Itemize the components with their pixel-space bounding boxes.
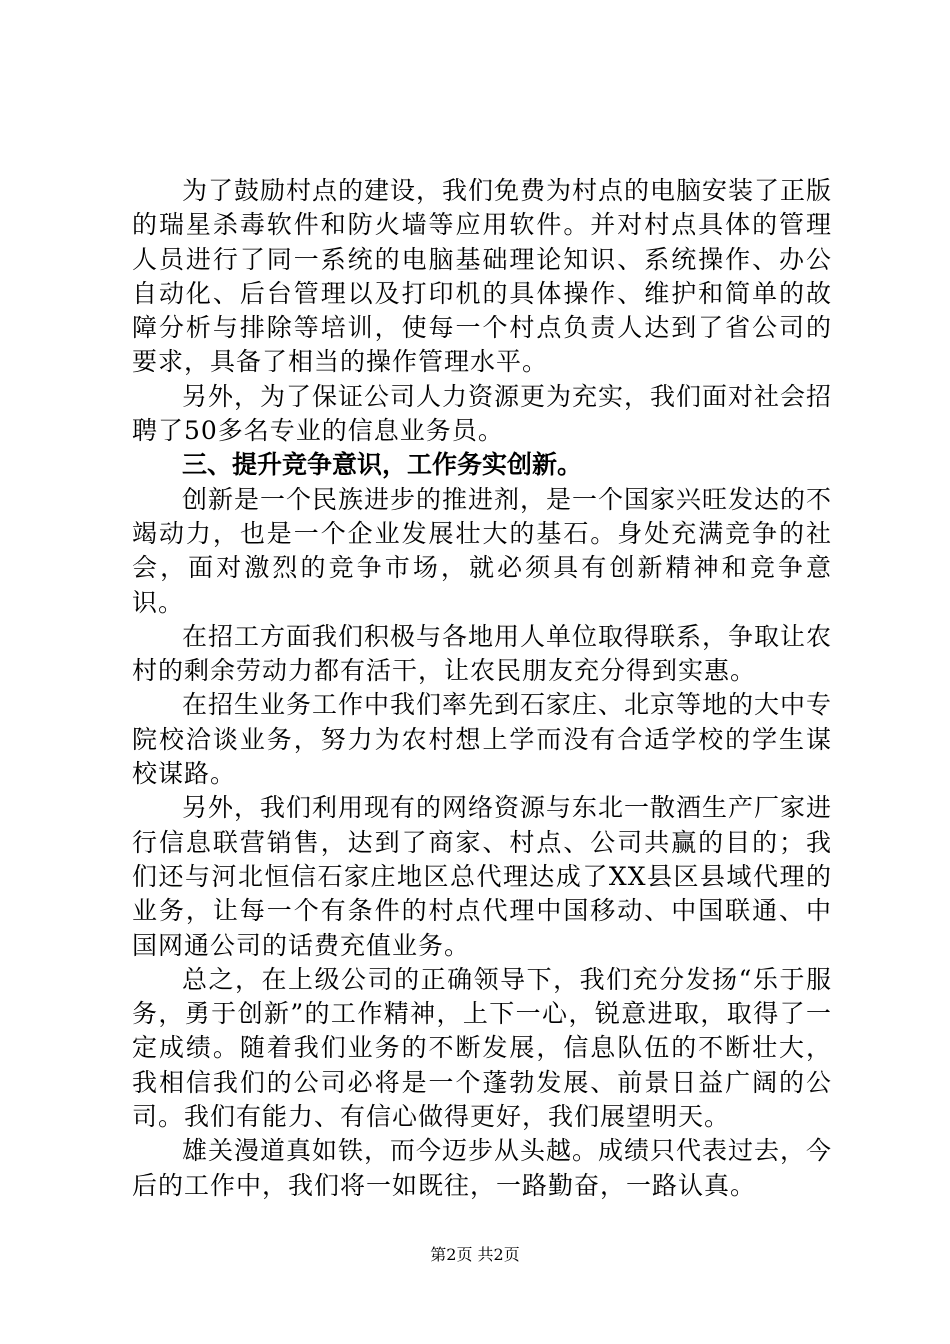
page-number-footer: 第2页 共2页 <box>430 1245 520 1264</box>
section-heading-3: 三、提升竞争意识，工作务实创新。 <box>182 450 583 480</box>
paragraph-closing: 雄关漫道真如铁，而今迈步从头越。成绩只代表过去，今后的工作中，我们将一如既往，一路勤奋，一路认真。 <box>132 1136 833 1200</box>
paragraph-enrollment: 在招生业务工作中我们率先到石家庄、北京等地的大中专院校洽谈业务，努力为农村想上学而没有合适学校的学生谋校谋路。 <box>132 690 833 789</box>
paragraph-summary: 总之，在上级公司的正确领导下，我们充分发扬“乐于服务，勇于创新”的工作精神，上下一心，锐意进取，取得了一定成绩。随着我们业务的不断发展，信息队伍的不断壮大，我相信我们的公司必将是一个蓬勃发展、前景日益广阔的公司。我们有能力、有信心做得更好，我们展望明天。 <box>132 964 832 1132</box>
paragraph-antivirus-training: 为了鼓励村点的建设，我们免费为村点的电脑安装了正版的瑞星杀毒软件和防火墙等应用软件。并对村点具体的管理人员进行了同一系统的电脑基础理论知识、系统操作、办公自动化、后台管理以及打印机的具体操作、维护和简单的故障分析与排除等培训，使每一个村点负责人达到了省公司的要求，具备了相当的操作管理水平。 <box>132 176 833 377</box>
paragraph-partnership: 另外，我们利用现有的网络资源与东北一散酒生产厂家进行信息联营销售，达到了商家、村点、公司共赢的目的；我们还与河北恒信石家庄地区总代理达成了XX县区县域代理的业务，让每一个有条件的村点代理中国移动、中国联通、中国网通公司的话费充值业务。 <box>132 793 833 960</box>
paragraph-innovation: 创新是一个民族进步的推进剂，是一个国家兴旺发达的不竭动力，也是一个企业发展壮大的基石。身处充满竞争的社会，面对激烈的竞争市场，就必须具有创新精神和竞争意识。 <box>132 484 833 617</box>
paragraph-recruitment: 另外，为了保证公司人力资源更为充实，我们面对社会招聘了50多名专业的信息业务员。 <box>132 381 833 446</box>
paragraph-labor-hiring: 在招工方面我们积极与各地用人单位取得联系，争取让农村的剩余劳动力都有活干，让农民朋友充分得到实惠。 <box>132 621 833 686</box>
document-body <box>132 174 832 1203</box>
